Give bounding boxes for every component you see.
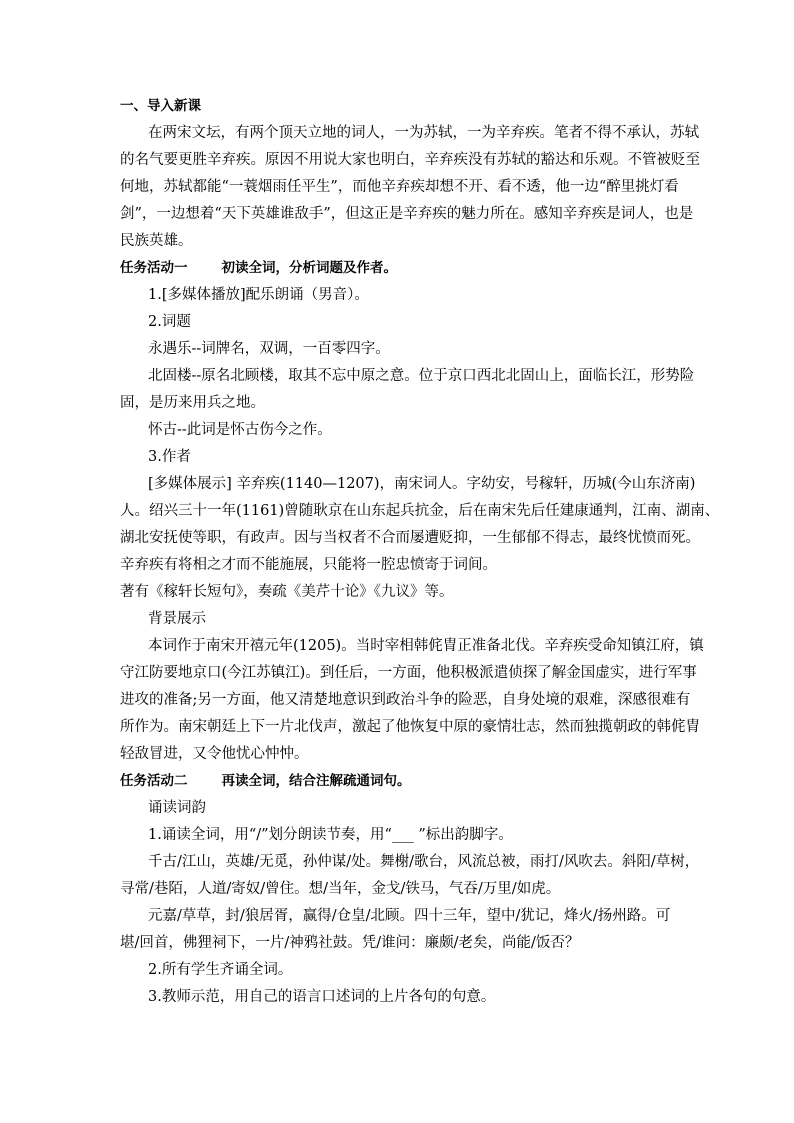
text-line: [120, 525, 700, 552]
line-text: 千古/江山，英雄/无觅，孙仲谋/处。舞榭/歌台，风流总被，雨打/风吹去。斜阳/草树，: [148, 854, 700, 870]
text-line: [120, 606, 680, 633]
text-line: [120, 903, 680, 930]
text-line: [120, 957, 680, 984]
line-text: 进攻的准备;另一方面，他又清楚地意识到政治斗争的险恶，自身处境的艰难，深感很难有: [120, 692, 691, 708]
text-line: [120, 444, 680, 471]
text-line: [120, 687, 691, 714]
line-text: 堪/回首，佛狸祠下，一片/神鸦社鼓。凭/谁问：廉颇/老矣，尚能/饭否？: [120, 935, 580, 951]
text-line: [120, 849, 700, 876]
line-text: [多媒体展示] 辛弃疾(1140—1207)，南宋词人。字幼安，号稼轩，历城(今山东济南): [148, 476, 696, 492]
text-line: [120, 795, 680, 822]
line-text: 在两宋文坛，有两个顶天立地的词人，一为苏轼，一为辛弃疾。笔者不得不承认，苏轼: [148, 125, 699, 141]
text-line: [120, 741, 680, 768]
text-line: [120, 579, 680, 606]
line-text: 湖北安抚使等职，有政声。因与当权者不合而屡遭贬抑，一生郁郁不得志，最终忧愤而死。: [120, 530, 700, 546]
line-text: 3.作者: [148, 449, 191, 465]
line-text: 背景展示: [148, 611, 206, 627]
section-heading: [120, 768, 680, 795]
line-text: 辛弃疾有将相之才而不能施展，只能将一腔忠愤寄于词间。: [120, 557, 497, 573]
line-text: 诵读词韵: [148, 800, 206, 816]
text-line: [120, 552, 680, 579]
text-line: [120, 120, 699, 147]
text-line: [120, 876, 680, 903]
line-text: 2.所有学生齐诵全词。: [148, 962, 293, 978]
line-text: 著有《稼轩长短句》，奏疏《美芹十论》《九议》等。: [120, 584, 454, 600]
line-text: 任务活动一: [120, 260, 188, 276]
line-text: 的名气要更胜辛弃疾。原因不用说大家也明白，辛弃疾没有苏轼的豁达和乐观。不管被贬至: [120, 152, 700, 168]
line-text: 人。绍兴三十一年(1161)曾随耿京在山东起兵抗金，后在南宋先后任建康通判，江南、湖南、: [120, 503, 720, 519]
line-text: 永遇乐--词牌名，双调，一百零四字。: [148, 341, 390, 357]
section-heading: [120, 255, 680, 282]
text-line: [120, 174, 680, 201]
text-line: [120, 363, 695, 390]
line-text: 任务活动二: [120, 773, 188, 789]
document-body: [120, 93, 720, 1011]
line-text: 1.[多媒体播放]配乐朗诵（男音）。: [148, 287, 369, 303]
text-line: [120, 660, 697, 687]
line-text: 2.词题: [148, 314, 191, 330]
text-line: [120, 336, 680, 363]
text-line: [120, 201, 694, 228]
line-text: 固，是历来用兵之地。: [120, 395, 265, 411]
line-text: 何地，苏轼都能“一蓑烟雨任平生”，而他辛弃疾却想不开、看不透，他一边“醉里挑灯看: [120, 179, 679, 195]
text-line: [120, 309, 680, 336]
text-line: [120, 984, 680, 1011]
text-line: [120, 147, 700, 174]
line-text: 元嘉/草草，封/狼居胥，赢得/仓皇/北顾。四十三年，望中/犹记，烽火/扬州路。可: [148, 908, 671, 924]
line-text: 北固楼--原名北顾楼，取其不忘中原之意。位于京口西北北固山上，面临长江，形势险: [148, 368, 695, 384]
heading-subtitle: 初读全词，分析词题及作者。: [221, 260, 397, 276]
text-line: [120, 471, 696, 498]
section-heading: [120, 93, 680, 120]
text-line: [120, 930, 680, 957]
line-text: 所作为。南宋朝廷上下一片北伐声，激起了他恢复中原的豪情壮志，然而独揽朝政的韩侂胄: [120, 719, 700, 735]
text-line: [120, 417, 680, 444]
line-text: 寻常/巷陌，人道/寄奴/曾住。想/当年，金戈/铁马，气吞/万里/如虎。: [120, 881, 561, 897]
line-text: 3.教师示范，用自己的语言口述词的上片各句的句意。: [148, 989, 496, 1005]
line-text: 守江防要地京口(今江苏镇江)。到任后，一方面，他积极派遣侦探了解金国虚实，进行军事: [120, 665, 697, 681]
text-line: [120, 714, 700, 741]
heading-subtitle: 再读全词，结合注解疏通词句。: [221, 773, 411, 789]
line-text: 1.诵读全词，用“/”划分朗读节奏，用“___ ”标出韵脚字。: [148, 827, 513, 843]
text-line: [120, 282, 680, 309]
text-line: [120, 390, 680, 417]
line-text: 民族英雄。: [120, 233, 193, 249]
line-text: 剑”，一边想着“天下英雄谁敌手”，但这正是辛弃疾的魅力所在。感知辛弃疾是词人，也是: [120, 206, 694, 222]
line-text: 本词作于南宋开禧元年(1205)。当时宰相韩侂胄正准备北伐。辛弃疾受命知镇江府，镇: [148, 638, 704, 654]
line-text: 一、导入新课: [120, 98, 201, 114]
text-line: [120, 633, 704, 660]
text-line: [120, 228, 680, 255]
line-text: 轻敌冒进，又令他忧心忡忡。: [120, 746, 309, 762]
line-text: 怀古--此词是怀古伤今之作。: [148, 422, 332, 438]
text-line: [120, 822, 680, 849]
text-line: [120, 498, 720, 525]
